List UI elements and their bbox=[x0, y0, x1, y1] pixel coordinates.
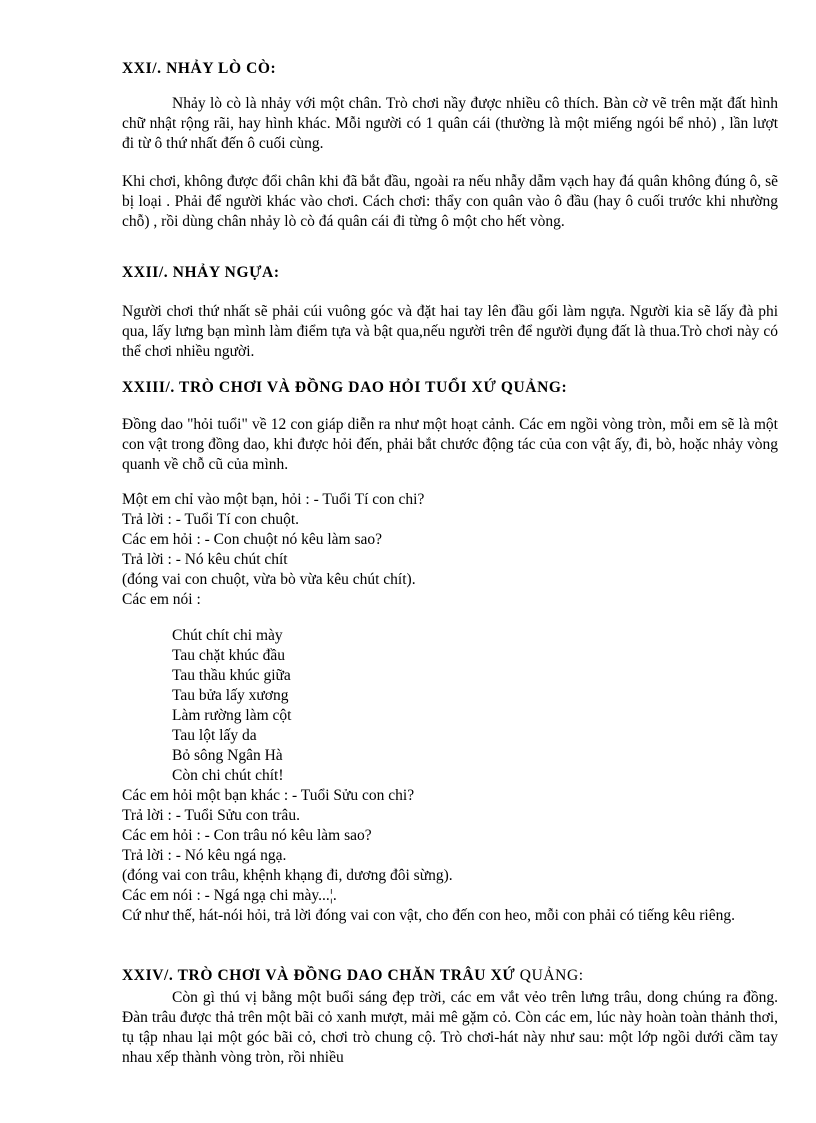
section-xxi-heading bbox=[122, 59, 778, 79]
paragraph-xxi-2: Khi chơi, không được đổi chân khi đã bắt đầu, ngoài ra nếu nhẫy dẫm vạch hay đá quân không đúng ô, sẽ bị loại . Phải để người khác vào chơi. Cách chơi: thẩy con quân vào ô đầu (hay ô cuối trước khi nhường chỗ) , rồi dùng chân nhảy lò cò đá quân cái đi từng ô một cho hết vòng. bbox=[122, 173, 778, 230]
heading-xxiii: XXIII/. TRÒ CHƠI VÀ ĐỒNG DAO HỎI TUỔI XỨ QUẢNG: bbox=[122, 379, 568, 396]
dialog-line: Các em hỏi : - Con trâu nó kêu làm sao? bbox=[122, 827, 372, 844]
section-xxi-body-2 bbox=[122, 172, 778, 232]
dialog-block-1 bbox=[122, 490, 778, 610]
heading-xxi: XXI/. NHẢY LÒ CÒ: bbox=[122, 60, 277, 77]
section-xxii-heading bbox=[122, 263, 778, 283]
section-xxiii-closing bbox=[122, 906, 762, 926]
paragraph-xxi-1: Nhảy lò cò là nhảy với một chân. Trò chơi nầy được nhiều cô thích. Bàn cờ vẽ trên mặt đất hình chữ nhật rộng rãi, hay hình khác. Mỗi người có 1 quân cái (thường là một miếng ngói bể nhỏ) , lần lượt đi từ ô thứ nhất đến ô cuối cùng. bbox=[122, 95, 778, 152]
section-xxii-body bbox=[122, 302, 778, 362]
poem-line: Tau lột lấy da bbox=[172, 727, 257, 744]
dialog-line: Các em hỏi : - Con chuột nó kêu làm sao? bbox=[122, 531, 382, 548]
dialog-line: Các em hỏi một bạn khác : - Tuổi Sửu con chi? bbox=[122, 787, 415, 804]
poem-line: Chút chít chi mày bbox=[172, 627, 283, 644]
heading-xxii: XXII/. NHẢY NGỰA: bbox=[122, 264, 280, 281]
poem-line: Tau bửa lấy xương bbox=[172, 687, 289, 704]
paragraph-xxiv-1: Còn gì thú vị bằng một buổi sáng đẹp trời, các em vắt vẻo trên lưng trâu, dong chúng ra đồng. Đàn trâu được thả trên một bãi cỏ xanh mượt, mải mê gặm cỏ. Còn các em, lúc này hoàn toàn thảnh thơi, tụ tập nhau lại một góc bãi cỏ, chơi trò chung cộ. Trò chơi-hát này như sau: một lớp ngồi dưới cầm tay nhau xếp thành vòng tròn, rồi nhiều bbox=[122, 989, 778, 1066]
dialog-block-2 bbox=[122, 786, 778, 906]
heading-xxiv-bold: XXIV/. TRÒ CHƠI VÀ ĐỒNG DAO CHĂN TRÂU XỨ bbox=[122, 967, 516, 984]
dialog-line: Các em nói : - Ngá ngạ chi mày...¦. bbox=[122, 887, 337, 904]
paragraph-xxiii-1: Đồng dao "hỏi tuổi" về 12 con giáp diễn ra như một hoạt cảnh. Các em ngồi vòng tròn, mỗi em sẽ là một con vật trong đồng dao, khi được hỏi đến, phải bắt chước động tác của con vật ấy, đi, bò, hoặc nhảy vòng quanh về chỗ cũ của mình. bbox=[122, 416, 778, 473]
paragraph-xxiii-closing: Cứ như thế, hát-nói hỏi, trả lời đóng vai con vật, cho đến con heo, mỗi con phải có tiếng kêu riêng. bbox=[122, 907, 735, 924]
poem-line: Làm rường làm cột bbox=[172, 707, 292, 724]
poem-block bbox=[122, 626, 778, 786]
section-xxi-body bbox=[122, 94, 778, 154]
poem-line: Bỏ sông Ngân Hà bbox=[172, 747, 283, 764]
poem-line: Tau chặt khúc đầu bbox=[172, 647, 285, 664]
dialog-line: (đóng vai con trâu, khệnh khạng đi, dương đôi sừng). bbox=[122, 867, 453, 884]
poem-line: Còn chi chút chít! bbox=[172, 767, 284, 784]
poem-line: Tau thầu khúc giữa bbox=[172, 667, 291, 684]
dialog-line: Một em chỉ vào một bạn, hỏi : - Tuổi Tí con chi? bbox=[122, 491, 425, 508]
heading-xxiv-tail: QUẢNG: bbox=[519, 967, 584, 984]
dialog-line: Trả lời : - Nó kêu ngá ngạ. bbox=[122, 847, 287, 864]
dialog-line: Trả lời : - Tuổi Sửu con trâu. bbox=[122, 807, 300, 824]
dialog-line: Các em nói : bbox=[122, 591, 201, 608]
dialog-line: Trả lời : - Nó kêu chút chít bbox=[122, 551, 288, 568]
section-xxiv-body bbox=[122, 988, 778, 1068]
paragraph-xxii-1: Người chơi thứ nhất sẽ phải cúi vuông góc và đặt hai tay lên đầu gối làm ngựa. Người kia sẽ lấy đà phi qua, lấy lưng bạn mình làm điểm tựa và bật qua,nếu người trên để người đụng đất là thua.Trò chơi này có thể chơi nhiều người. bbox=[122, 303, 778, 360]
section-xxiv-heading bbox=[122, 966, 778, 986]
dialog-line: Trả lời : - Tuổi Tí con chuột. bbox=[122, 511, 300, 528]
dialog-line: (đóng vai con chuột, vừa bò vừa kêu chút chít). bbox=[122, 571, 416, 588]
heading-xxiv bbox=[122, 966, 778, 986]
section-xxiii-heading bbox=[122, 378, 778, 398]
section-xxiii-intro bbox=[122, 415, 778, 475]
